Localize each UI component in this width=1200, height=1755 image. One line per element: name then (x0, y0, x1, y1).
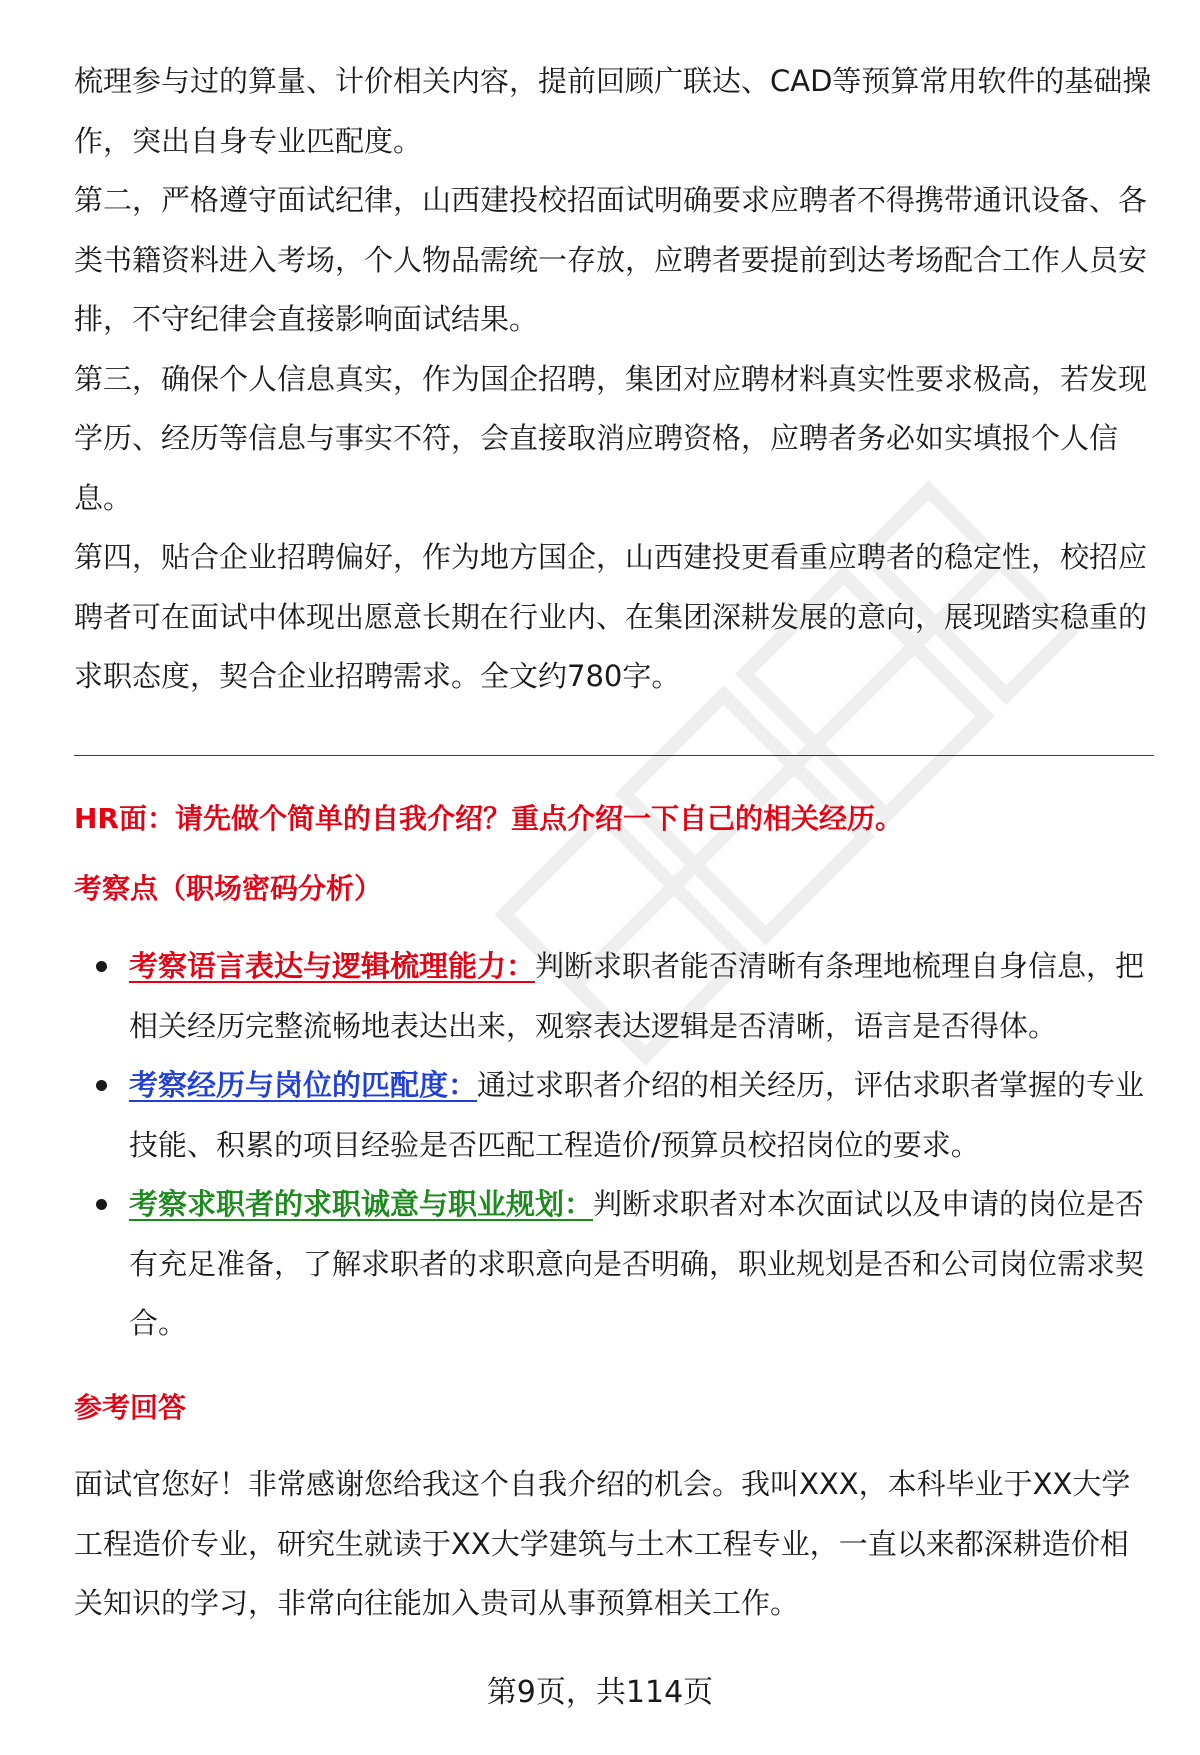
list-item (74, 937, 1154, 1056)
intro-section (74, 52, 1154, 707)
intro-paragraph: 梳理参与过的算量、计价相关内容，提前回顾广联达、CAD等预算常用软件的基础操作，突出自身专业匹配度。 (74, 64, 1152, 158)
list-item (74, 1175, 1154, 1354)
question-heading: HR面：请先做个简单的自我介绍？重点介绍一下自己的相关经历。 (74, 802, 903, 835)
bullet-icon (96, 961, 107, 972)
point-label: 考察求职者的求职诚意与职业规划： (129, 1187, 594, 1221)
page-footer: 第9页，共114页 (486, 1675, 714, 1710)
bullet-icon (96, 1080, 107, 1091)
answer-paragraph: 面试官您好！非常感谢您给我这个自我介绍的机会。我叫XXX，本科毕业于XX大学工程造价专业，研究生就读于XX大学建筑与土木工程专业，一直以来都深耕造价相关知识的学习，非常向往能加入贵司从事预算相关工作。 (74, 1467, 1131, 1620)
list-item (74, 1056, 1154, 1175)
point-text: 判断求职者能否清晰有条理地梳理自身信息，把相关经历完整流畅地表达出来，观察表达逻辑是否清晰，语言是否得体。 (129, 949, 1145, 1043)
point-text: 判断求职者对本次面试以及申请的岗位是否有充足准备，了解求职者的求职意向是否明确，职业规划是否和公司岗位需求契合。 (129, 1187, 1145, 1340)
point-label: 考察语言表达与逻辑梳理能力： (129, 949, 536, 983)
analysis-points-list (74, 937, 1154, 1354)
answer-heading: 参考回答 (74, 1391, 187, 1424)
intro-paragraph: 第二，严格遵守面试纪律，山西建投校招面试明确要求应聘者不得携带通讯设备、各类书籍资料进入考场，个人物品需统一存放，应聘者要提前到达考场配合工作人员安排，不守纪律会直接影响面试结果。 (74, 183, 1148, 336)
intro-paragraph: 第三，确保个人信息真实，作为国企招聘，集团对应聘材料真实性要求极高，若发现学历、经历等信息与事实不符，会直接取消应聘资格，应聘者务必如实填报个人信息。 (74, 361, 1148, 515)
section-divider (74, 755, 1154, 756)
bullet-icon (96, 1199, 107, 1210)
intro-paragraph: 第四，贴合企业招聘偏好，作为地方国企，山西建投更看重应聘者的稳定性，校招应聘者可在面试中体现出愿意长期在行业内、在集团深耕发展的意向，展现踏实稳重的求职态度，契合企业招聘需求。全文约780字。 (74, 540, 1148, 693)
analysis-heading: 考察点（职场密码分析） (74, 872, 383, 905)
point-label: 考察经历与岗位的匹配度： (129, 1068, 478, 1102)
point-text: 通过求职者介绍的相关经历，评估求职者掌握的专业技能、积累的项目经验是否匹配工程造价/预算员校招岗位的要求。 (129, 1068, 1145, 1162)
answer-section (74, 1455, 1154, 1634)
